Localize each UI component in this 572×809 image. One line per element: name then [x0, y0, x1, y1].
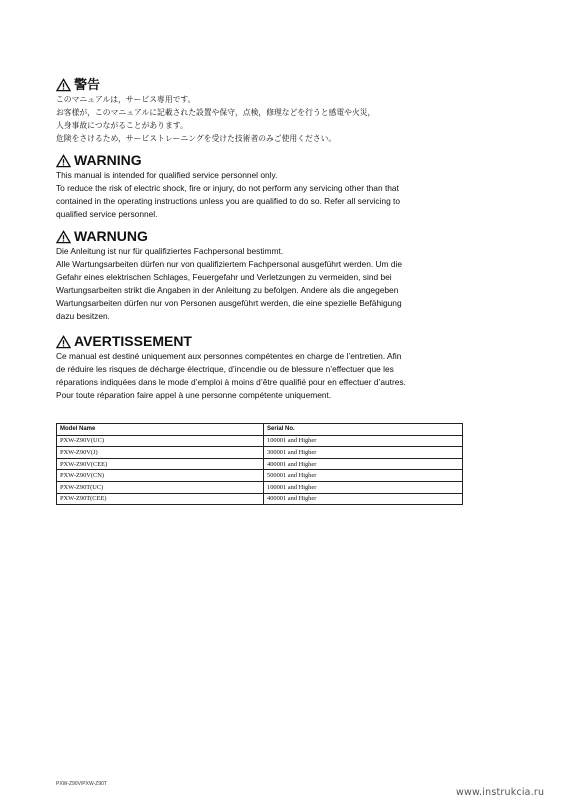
- serial-no-cell: 400001 and Higher: [264, 493, 463, 505]
- warning-text-de: Die Anleitung ist nur für qualifiziertes Fachpersonal bestimmt. Alle Wartungsarbeiten dürfen nur von qualifiziertem Fachpersonal ausgeführt werden. Um die Gefahr eines elektrischen Schlages, Feuergefahr und Verletzungen zu vermeiden, sind bei Wartungsarbeiten strikt die Angaben in der Anleitung zu befolgen. Andere als die angegeben Wartungsarbeiten dürfen nur von Personen ausgeführt werden, die eine spezielle Befähigung dazu besitzen.: [56, 246, 403, 321]
- model-name-cell: PXW-Z90V(CN): [57, 470, 264, 482]
- warning-triangle-icon: [56, 335, 71, 349]
- model-serial-table: [56, 423, 463, 505]
- watermark-link[interactable]: www.instrukcia.ru: [456, 787, 545, 798]
- serial-no-cell: 500001 and Higher: [264, 470, 463, 482]
- table-row: [57, 447, 463, 459]
- model-name-cell: PXW-Z90V(UC): [57, 435, 264, 447]
- warning-section-de: [56, 228, 476, 322]
- warning-triangle-icon: [56, 78, 71, 92]
- warning-heading-ja: 警告: [56, 76, 476, 93]
- model-name-cell: PXW-Z90V(CEE): [57, 458, 264, 470]
- footer-model-name: PXW-Z90V/PXW-Z90T: [56, 781, 107, 787]
- column-header-serial-no: Serial No.: [264, 424, 463, 436]
- table-row: [57, 493, 463, 505]
- table-row: [57, 481, 463, 493]
- serial-no-cell: 100001 and Higher: [264, 435, 463, 447]
- warning-section-fr: [56, 333, 476, 402]
- warning-text-en: This manual is intended for qualified service personnel only. To reduce the risk of electric shock, fire or injury, do not perform any servicing other than that contained in the operating instructions unless you are qualified to do so. Refer all servicing to qualified service personnel.: [56, 170, 401, 219]
- warning-heading-fr: AVERTISSEMENT: [56, 333, 476, 350]
- serial-no-cell: 400001 and Higher: [264, 458, 463, 470]
- warning-heading-en: WARNING: [56, 152, 476, 169]
- column-header-model-name: Model Name: [57, 424, 264, 436]
- model-name-cell: PXW-Z90T(UC): [57, 481, 264, 493]
- table-row: [57, 470, 463, 482]
- table-row: [57, 458, 463, 470]
- model-name-cell: PXW-Z90T(CEE): [57, 493, 264, 505]
- model-name-cell: PXW-Z90V(J): [57, 447, 264, 459]
- warning-text-ja: このマニュアルは，サービス専用です。 お客様が，このマニュアルに記載された設置や保守，点検，修理などを行うと感電や火災， 人身事故につながることがあります。 危険をさけるため，サービストレーニングを受けた技術者のみご使用ください。: [56, 95, 376, 143]
- warning-triangle-icon: [56, 230, 71, 244]
- table-row: [57, 435, 463, 447]
- warning-triangle-icon: [56, 154, 71, 168]
- warning-text-fr: Ce manual est destiné uniquement aux personnes compétentes en charge de l’entretien. Afin de réduire les risques de décharge électrique, d’incendie ou de blessure n’effectuer que les réparations indiquées dans le mode d’emploi à moins d’être qualifié pour en effectuer d’autres. Pour toute réparation faire appel à une personne compétente uniquement.: [56, 351, 406, 400]
- serial-no-cell: 300001 and Higher: [264, 447, 463, 459]
- warning-heading-de: WARNUNG: [56, 228, 476, 245]
- table-header-row: [57, 424, 463, 436]
- warning-section-ja: [56, 76, 476, 145]
- serial-no-cell: 100001 and Higher: [264, 481, 463, 493]
- warning-section-en: [56, 152, 476, 221]
